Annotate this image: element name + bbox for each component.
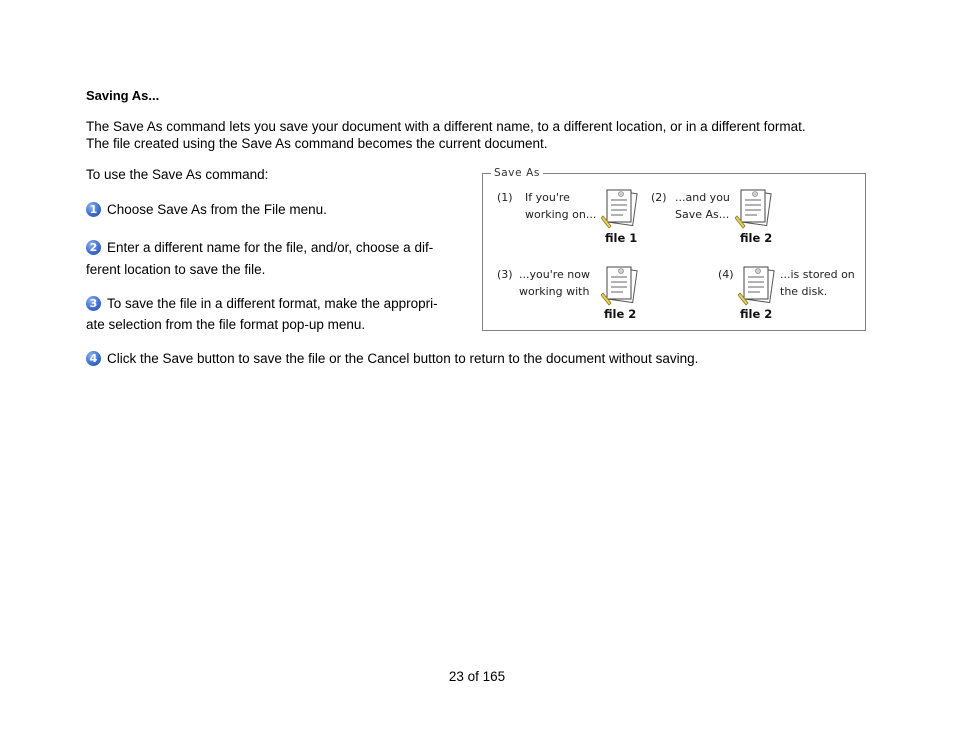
step-3-text-line-2: ate selection from the file format pop-up menu.	[86, 317, 366, 332]
document-icon	[735, 186, 775, 230]
step-4	[86, 350, 698, 367]
step-1	[86, 201, 327, 218]
panel-1-file-label: file 1	[605, 231, 638, 245]
intro-line-2: The file created using the Save As command becomes the current document.	[86, 136, 548, 151]
panel-4-line-1: ...is stored on	[780, 268, 855, 281]
panel-1-line-1: If you're	[525, 191, 570, 204]
intro-line-1: The Save As command lets you save your document with a different name, to a different location, or in a different format.	[86, 119, 806, 134]
panel-4-file-label: file 2	[740, 307, 773, 321]
save-as-diagram	[482, 167, 866, 331]
to-use-label: To use the Save As command:	[86, 167, 269, 182]
panel-2-file-label: file 2	[740, 231, 773, 245]
panel-3-number: (3)	[497, 268, 513, 281]
numbered-circle-icon: 1	[86, 202, 101, 217]
panel-3-line-2: working with	[519, 285, 590, 298]
step-1-text: Choose Save As from the File menu.	[107, 202, 327, 217]
panel-4-number: (4)	[718, 268, 734, 281]
section-heading: Saving As...	[86, 88, 160, 103]
step-2-text-line-2: ferent location to save the file.	[86, 262, 266, 277]
panel-4-line-2: the disk.	[780, 285, 828, 298]
panel-2-line-2: Save As...	[675, 208, 730, 221]
document-icon	[738, 263, 778, 307]
numbered-circle-icon: 2	[86, 240, 101, 255]
panel-1-number: (1)	[497, 191, 513, 204]
step-4-text: Click the Save button to save the file or the Cancel button to return to the document without saving.	[107, 351, 699, 366]
page-number: 23 of 165	[448, 669, 506, 684]
numbered-circle-icon: 4	[86, 351, 101, 366]
panel-2-number: (2)	[651, 191, 667, 204]
panel-3-line-1: ...you're now	[519, 268, 590, 281]
step-3-text-line-1: To save the file in a different format, make the appropri-	[107, 296, 438, 311]
panel-3-file-label: file 2	[604, 307, 637, 321]
step-2	[86, 239, 433, 256]
document-icon	[601, 186, 641, 230]
panel-2-line-1: ...and you	[675, 191, 730, 204]
numbered-circle-icon: 3	[86, 296, 101, 311]
document-icon	[601, 263, 641, 307]
step-3	[86, 295, 438, 312]
diagram-legend: Save As	[491, 166, 543, 180]
step-2-text-line-1: Enter a different name for the file, and/or, choose a dif-	[107, 240, 434, 255]
panel-1-line-2: working on...	[525, 208, 597, 221]
